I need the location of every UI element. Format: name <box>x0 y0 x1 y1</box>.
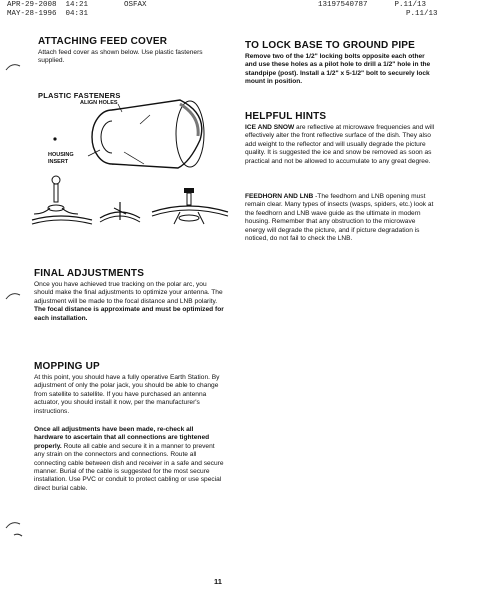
lock-heading: TO LOCK BASE TO GROUND PIPE <box>245 40 416 51</box>
hints-ice-paragraph <box>245 124 437 166</box>
final-body: Once you have achieved true tracking on the polar arc, you should make the final adjustments to optimize your antenna. The adjustment will be made to the focal distance and LNB polarity. <box>34 281 223 305</box>
mopping-paragraph-2 <box>34 426 224 493</box>
label-align-holes: ALIGN HOLES <box>80 100 118 106</box>
mopping-heading: MOPPING UP <box>34 361 100 372</box>
hints-lnb-lead: FEEDHORN AND LNB <box>245 193 314 200</box>
fastener-exploded <box>32 176 92 224</box>
attaching-heading: ATTACHING FEED COVER <box>38 36 168 47</box>
lock-body: Remove two of the 1/2" locking bolts opposite each other and use these holes as a pilot hole to drill a 1/2" hole in the standpipe (post). Install a 1/2" x 5-1/2" bolt to securely lock mount in position. <box>245 53 431 86</box>
feed-cover-diagram <box>30 96 230 246</box>
mopping-body-2: Route all cable and secure it in a manner to prevent any strain on the connectors and connections. Route all connecting cable between dish and receiver in a safe and secure manner. Burial of the cable is suggested for the most secure installation. Use PVC or conduit to protect cabling or use special direct burial cable. <box>34 442 224 492</box>
hints-lnb-body: -The feedhorn and LNB opening must remain clear. Many types of insects (wasps, spiders, etc.) look at the feedhorn and LNB wave guide as the ultimate in modern housing. Remember that any obstruction to the microwave energy will degrade the picture, and if picture degradation is noticed, do not fail to check the LNB. <box>245 193 434 243</box>
fax-header-date-1: APR-29-2008 14:21 OSFAX <box>7 1 147 9</box>
mopping-bold: Once all adjustments have been made, re-check all hardware to ascertain that all connections are tightened properly. <box>34 426 210 450</box>
page-number: 11 <box>214 577 222 586</box>
attaching-body: Attach feed cover as shown below. Use plastic fasteners supplied. <box>38 49 203 65</box>
margin-mark <box>4 289 24 303</box>
final-paragraph <box>34 281 224 323</box>
fax-header-page-2: P.11/13 <box>406 10 438 18</box>
mopping-body-1: At this point, you should have a fully operative Earth Station. By adjustment of only the polar jack, you should be able to change from satellite to satellite. If you have purchased an antenna actuator, you should install it now, per the manufacturer's instructions. <box>34 374 220 415</box>
hints-ice-lead: ICE AND SNOW <box>245 124 295 131</box>
fax-header-page-1: 13197540787 P.11/13 <box>318 1 427 9</box>
margin-mark <box>4 520 26 542</box>
fax-header-date-2: MAY-28-1996 04:31 <box>7 10 89 18</box>
hints-ice-body: are reflective at microwave frequencies and will effectively alter the front reflective surface of the dish. They also add weight to the reflector and will usually degrade the picture quality. It is suggested the ice and snow be removed as soon as practical and not be allowed to accumulate to any great degree. <box>245 124 435 165</box>
hints-lnb-paragraph <box>245 193 437 243</box>
hints-heading: HELPFUL HINTS <box>245 111 327 122</box>
margin-mark <box>4 60 24 74</box>
final-bold: The focal distance is approximate and must be optimized for each installation. <box>34 306 224 322</box>
label-housing-insert: HOUSING INSERT <box>48 152 74 165</box>
fastener-inserted <box>100 202 140 222</box>
diagram-title: PLASTIC FASTENERS <box>38 91 121 100</box>
fastener-secured <box>152 188 228 224</box>
final-heading: FINAL ADJUSTMENTS <box>34 268 145 279</box>
